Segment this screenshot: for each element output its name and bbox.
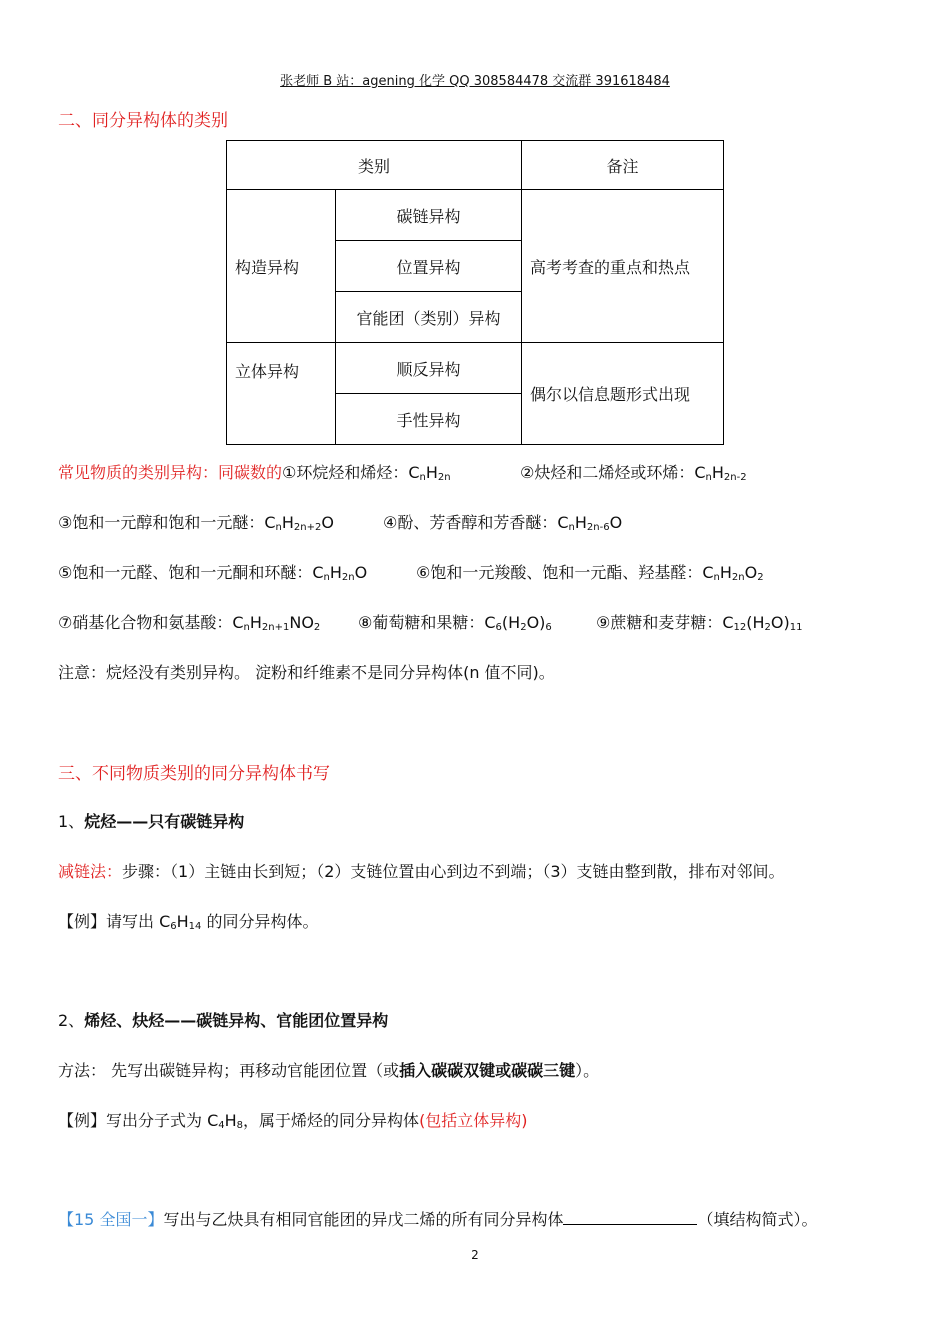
formula-8: $C_6(H_2O)_6$ bbox=[484, 613, 552, 633]
formula-9: $C_{12}(H_2O)_{11}$ bbox=[722, 613, 803, 633]
common-isomers-item8: ⑧葡萄糖和果糖：$C_6(H_2O)_6$ bbox=[358, 613, 552, 633]
common-isomers-item7: ⑦硝基化合物和氨基酸：$C_nH_{2n+1}NO_2$ bbox=[58, 613, 321, 633]
example1-line: 【例】请写出 $C_6H_{14}$ 的同分异构体。 bbox=[58, 912, 319, 932]
common-isomers-item3: ③饱和一元醇和饱和一元醚：$C_nH_{2n+2}O$ bbox=[58, 513, 334, 533]
table-head-note: 备注 bbox=[522, 141, 724, 190]
section2-title: 二、同分异构体的类别 bbox=[58, 111, 228, 131]
common-isomers-item2: ②炔烃和二烯烃或环烯：$C_nH_{2n-2}$ bbox=[520, 463, 747, 483]
section3-title: 三、不同物质类别的同分异构体书写 bbox=[58, 764, 330, 784]
note-structural: 高考考查的重点和热点 bbox=[522, 190, 724, 343]
method2-line: 方法： 先写出碳链异构；再移动官能团位置（或插入碳碳双键或碳碳三键）。 bbox=[58, 1061, 600, 1080]
isomer-category-table bbox=[226, 140, 724, 445]
page-header: 张老师 B 站：agening 化学 QQ 308584478 交流群 391618484 bbox=[280, 74, 670, 89]
sub2-heading: 2、烯烃、炔烃——碳链异构、官能团位置异构 bbox=[58, 1011, 389, 1030]
common-isomers-item4: ④酚、芳香醇和芳香醚：$C_nH_{2n-6}O$ bbox=[383, 513, 623, 533]
formula-2: $C_nH_{2n-2}$ bbox=[694, 463, 747, 483]
formula-c6h14: $C_6H_{14}$ bbox=[159, 912, 202, 932]
table-head-category: 类别 bbox=[227, 141, 522, 190]
item-position: 位置异构 bbox=[336, 241, 522, 292]
item-chiral: 手性异构 bbox=[336, 394, 522, 445]
answer-blank[interactable] bbox=[563, 1210, 697, 1225]
question-15: 【15 全国一】写出与乙炔具有相同官能团的异戊二烯的所有同分异构体 （填结构简式）。 bbox=[58, 1210, 818, 1229]
method1-line: 减链法：步骤：（1）主链由长到短；（2）支链位置由心到边不到端；（3）支链由整到散，排布对邻间。 bbox=[58, 862, 785, 881]
group-structural: 构造异构 bbox=[227, 190, 336, 343]
formula-3: $C_nH_{2n+2}O$ bbox=[264, 513, 334, 533]
formula-5: $C_nH_{2n}O$ bbox=[312, 563, 368, 583]
item-functional-group: 官能团（类别）异构 bbox=[336, 292, 522, 343]
formula-1: $C_nH_{2n}$ bbox=[408, 463, 451, 483]
sub1-heading: 1、烷烃——只有碳链异构 bbox=[58, 812, 245, 831]
item-carbon-chain: 碳链异构 bbox=[336, 190, 522, 241]
formula-4: $C_nH_{2n-6}O$ bbox=[557, 513, 623, 533]
common-isomers-item5: ⑤饱和一元醛、饱和一元酮和环醚：$C_nH_{2n}O$ bbox=[58, 563, 368, 583]
group-stereo: 立体异构 bbox=[227, 343, 336, 445]
common-isomers-item9: ⑨蔗糖和麦芽糖：$C_{12}(H_2O)_{11}$ bbox=[596, 613, 803, 633]
page-number: 2 bbox=[471, 1248, 479, 1262]
common-isomers-item6: ⑥饱和一元羧酸、饱和一元酯、羟基醛：$C_nH_{2n}O_2$ bbox=[416, 563, 764, 583]
formula-c4h8: $C_4H_8$ bbox=[207, 1111, 244, 1131]
formula-6: $C_nH_{2n}O_2$ bbox=[702, 563, 764, 583]
note-stereo: 偶尔以信息题形式出现 bbox=[522, 343, 724, 445]
question-tag: 【15 全国一】 bbox=[58, 1210, 164, 1229]
common-isomers-line1: 常见物质的类别异构：同碳数的①环烷烃和烯烃：$C_nH_{2n}$ bbox=[58, 463, 451, 483]
formula-7: $C_nH_{2n+1}NO_2$ bbox=[232, 613, 321, 633]
section2-note: 注意：烷烃没有类别异构。 淀粉和纤维素不是同分异构体(n 值不同)。 bbox=[58, 663, 555, 682]
example2-line: 【例】写出分子式为 $C_4H_8$，属于烯烃的同分异构体(包括立体异构) bbox=[58, 1111, 528, 1131]
item-cis-trans: 顺反异构 bbox=[336, 343, 522, 394]
